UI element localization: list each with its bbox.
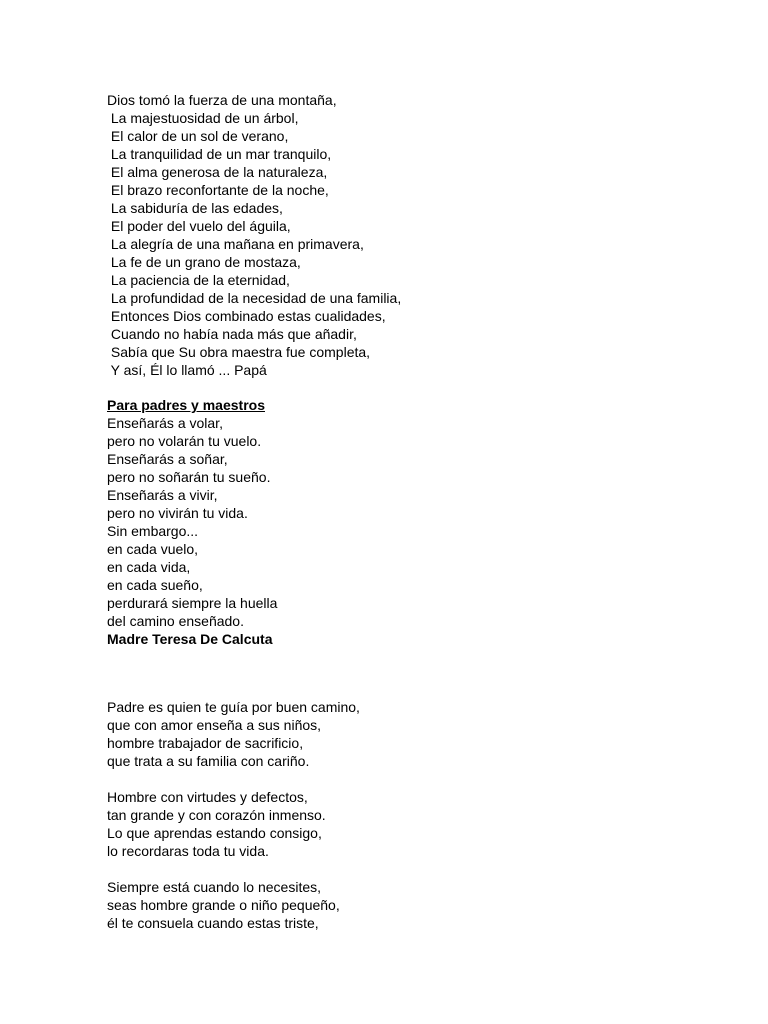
- stanza-break: [107, 770, 360, 788]
- poem-line: Padre es quien te guía por buen camino,: [107, 699, 360, 715]
- poem-papa: [107, 91, 401, 379]
- poem-line: Dios tomó la fuerza de una montaña,: [107, 92, 337, 108]
- poem-line: tan grande y con corazón inmenso.: [107, 807, 326, 823]
- poem-line: él te consuela cuando estas triste,: [107, 915, 319, 931]
- poem-line: La alegría de una mañana en primavera,: [107, 236, 364, 252]
- poem-line: perdurará siempre la huella: [107, 595, 278, 611]
- poem-line: El alma generosa de la naturaleza,: [107, 164, 328, 180]
- poem-line: lo recordaras toda tu vida.: [107, 843, 269, 859]
- poem-line: Siempre está cuando lo necesites,: [107, 879, 322, 895]
- poem-line: Lo que aprendas estando consigo,: [107, 825, 322, 841]
- poem-line: La tranquilidad de un mar tranquilo,: [107, 146, 332, 162]
- poem-line: hombre trabajador de sacrificio,: [107, 735, 304, 751]
- poem-line: La sabiduría de las edades,: [107, 200, 283, 216]
- poem-line: Hombre con virtudes y defectos,: [107, 789, 308, 805]
- poem-padres-maestros: [107, 396, 277, 648]
- poem-line: que trata a su familia con cariño.: [107, 753, 310, 769]
- poem-line: pero no vivirán tu vida.: [107, 505, 248, 521]
- poem-author: Madre Teresa De Calcuta: [107, 631, 273, 647]
- poem-line: El poder del vuelo del águila,: [107, 218, 291, 234]
- poem-line: La fe de un grano de mostaza,: [107, 254, 301, 270]
- poem-line: Cuando no había nada más que añadir,: [107, 326, 357, 342]
- poem-line: pero no soñarán tu sueño.: [107, 469, 271, 485]
- poem-line: El calor de un sol de verano,: [107, 128, 289, 144]
- poem-heading: Para padres y maestros: [107, 397, 265, 413]
- poem-line: Sabía que Su obra maestra fue completa,: [107, 344, 371, 360]
- poem-line: en cada vida,: [107, 559, 191, 575]
- poem-line: Enseñarás a soñar,: [107, 451, 228, 467]
- poem-line: El brazo reconfortante de la noche,: [107, 182, 329, 198]
- poem-line: en cada vuelo,: [107, 541, 199, 557]
- poem-line: Enseñarás a vivir,: [107, 487, 218, 503]
- poem-line: pero no volarán tu vuelo.: [107, 433, 262, 449]
- poem-line: del camino enseñado.: [107, 613, 244, 629]
- poem-line: Y así, Él lo llamó ... Papá: [107, 362, 267, 378]
- poem-line: Sin embargo...: [107, 523, 199, 539]
- poem-line: La paciencia de la eternidad,: [107, 272, 290, 288]
- poem-line: La profundidad de la necesidad de una familia,: [107, 290, 402, 306]
- poem-line: Enseñarás a volar,: [107, 415, 223, 431]
- stanza-break: [107, 860, 360, 878]
- poem-line: que con amor enseña a sus niños,: [107, 717, 322, 733]
- poem-line: en cada sueño,: [107, 577, 203, 593]
- poem-line: seas hombre grande o niño pequeño,: [107, 897, 340, 913]
- poem-line: Entonces Dios combinado estas cualidades,: [107, 308, 386, 324]
- poem-padre: [107, 698, 360, 932]
- poem-line: La majestuosidad de un árbol,: [107, 110, 299, 126]
